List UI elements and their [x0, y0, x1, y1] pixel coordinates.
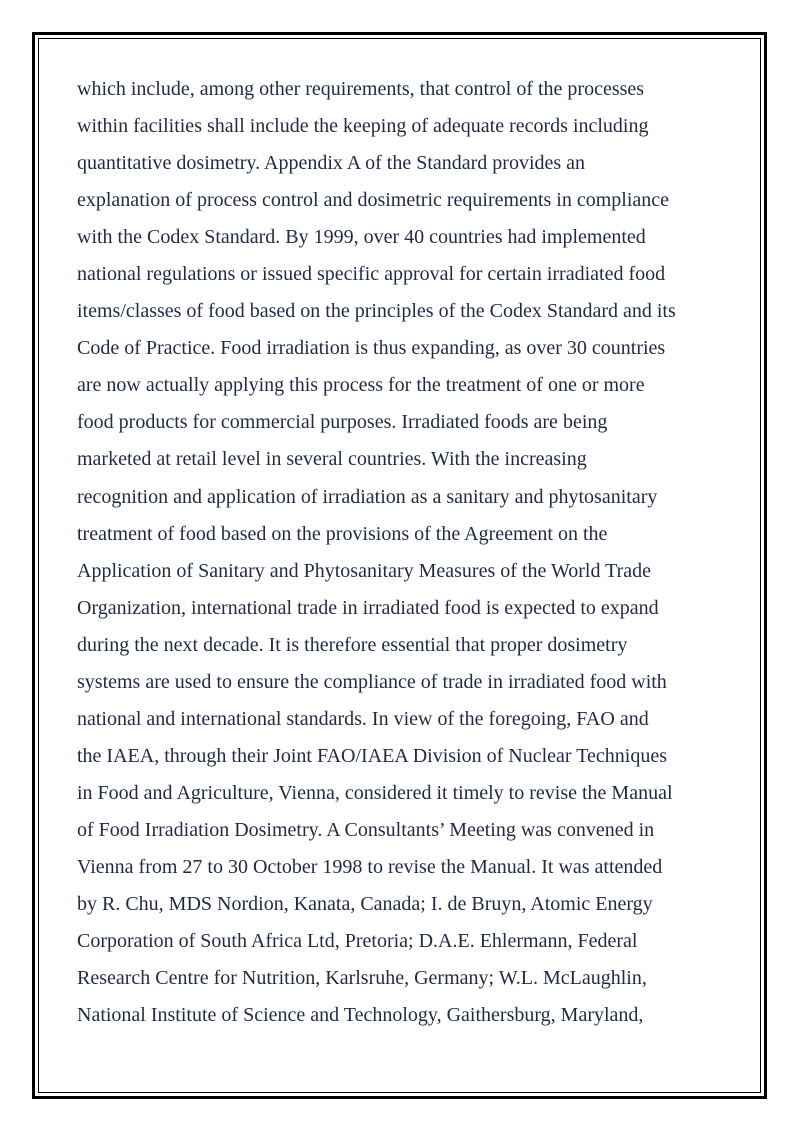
- text-line: Research Centre for Nutrition, Karlsruhe, Germany; W.L. McLaughlin,: [77, 967, 647, 990]
- text-line: national and international standards. In view of the foregoing, FAO and: [77, 707, 649, 730]
- text-line: the IAEA, through their Joint FAO/IAEA Division of Nuclear Techniques: [77, 744, 667, 767]
- text-line: Code of Practice. Food irradiation is thus expanding, as over 30 countries: [77, 337, 666, 360]
- text-line: recognition and application of irradiation as a sanitary and phytosanitary: [77, 485, 658, 508]
- text-line: systems are used to ensure the compliance of trade in irradiated food with: [77, 670, 667, 693]
- text-line: Application of Sanitary and Phytosanitary Measures of the World Trade: [77, 559, 652, 582]
- text-line: quantitative dosimetry. Appendix A of the Standard provides an: [77, 152, 586, 175]
- text-line: explanation of process control and dosimetric requirements in compliance: [77, 189, 670, 212]
- text-line: during the next decade. It is therefore essential that proper dosimetry: [77, 633, 628, 656]
- text-line: by R. Chu, MDS Nordion, Kanata, Canada; I. de Bruyn, Atomic Energy: [77, 893, 653, 916]
- text-line: of Food Irradiation Dosimetry. A Consultants’ Meeting was convened in: [77, 818, 655, 841]
- text-line: National Institute of Science and Technology, Gaithersburg, Maryland,: [77, 1004, 644, 1027]
- document-body: [77, 71, 737, 1034]
- text-line: national regulations or issued specific approval for certain irradiated food: [77, 263, 666, 286]
- text-line: Organization, international trade in irradiated food is expected to expand: [77, 596, 659, 619]
- text-line: in Food and Agriculture, Vienna, considered it timely to revise the Manual: [77, 781, 673, 804]
- text-line: treatment of food based on the provisions of the Agreement on the: [77, 522, 608, 545]
- text-line: which include, among other requirements, that control of the processes: [77, 78, 645, 100]
- text-line: marketed at retail level in several countries. With the increasing: [77, 448, 587, 471]
- text-line: are now actually applying this process for the treatment of one or more: [77, 374, 645, 397]
- text-line: Corporation of South Africa Ltd, Pretoria; D.A.E. Ehlermann, Federal: [77, 930, 638, 953]
- text-line: items/classes of food based on the principles of the Codex Standard and its: [77, 300, 676, 323]
- text-line: with the Codex Standard. By 1999, over 40 countries had implemented: [77, 226, 646, 249]
- text-line: Vienna from 27 to 30 October 1998 to revise the Manual. It was attended: [77, 855, 663, 878]
- text-line: food products for commercial purposes. Irradiated foods are being: [77, 411, 608, 434]
- text-line: within facilities shall include the keeping of adequate records including: [77, 115, 649, 138]
